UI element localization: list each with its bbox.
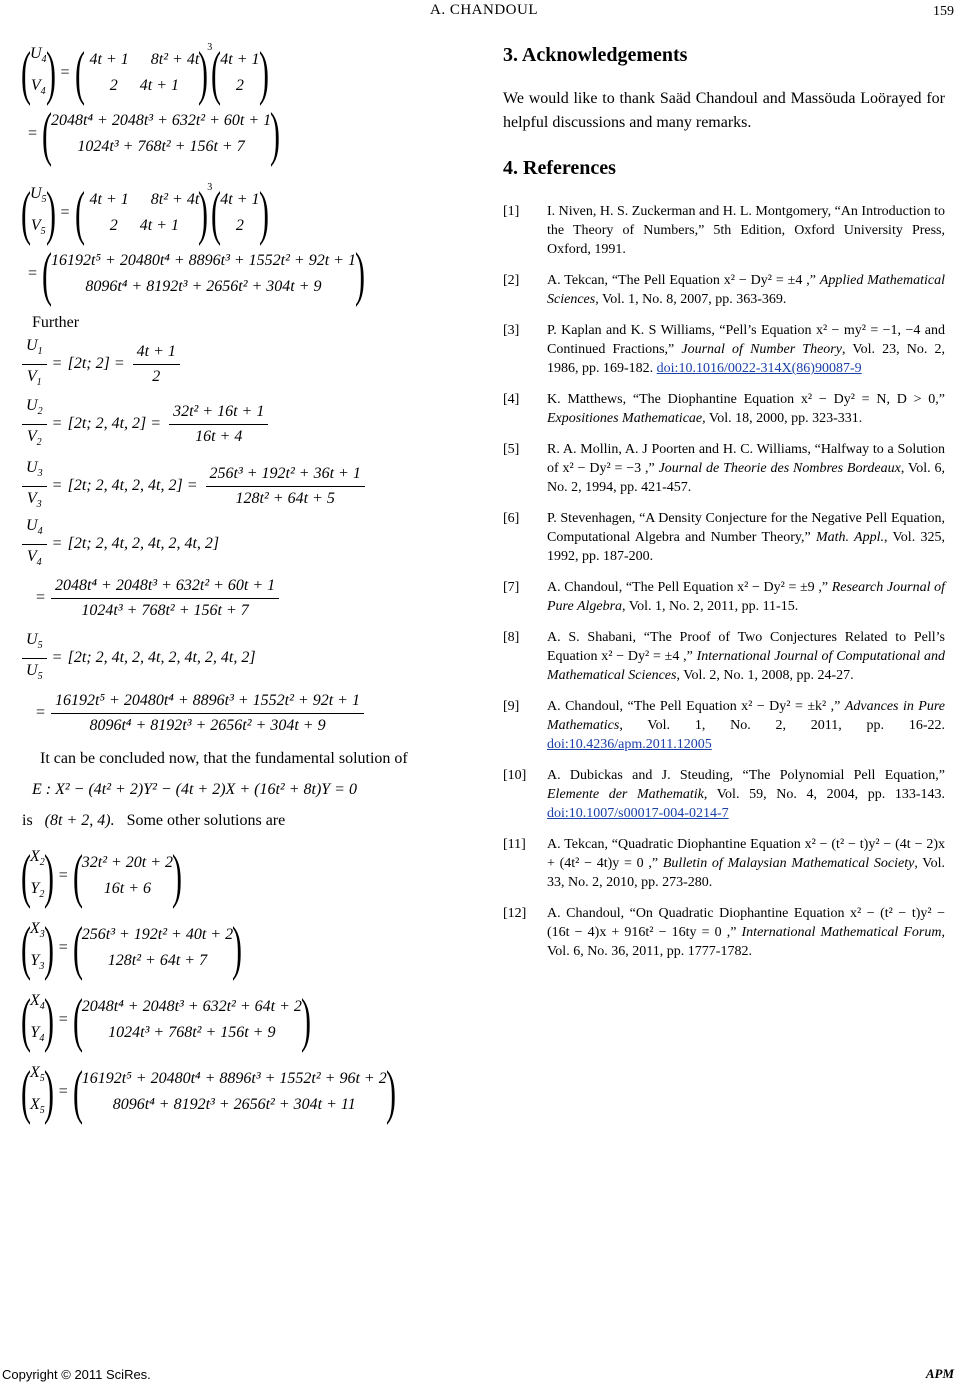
matrix-power: 3 — [207, 42, 213, 53]
result-vector: 2048t⁴ + 2048t³ + 632t² + 60t + 1 1024t³ + 768t² + 156t + 7 — [51, 112, 272, 155]
reference-text: K. Matthews, “The Diophantine Equation x² − Dy² = N, D > 0,” Expositiones Mathematicae, Vol. 18, 2000, pp. 323-331. — [547, 392, 945, 426]
reference-number: [9] — [503, 699, 520, 714]
eq-lhs-top: U — [29, 45, 42, 62]
cf-row-4: $\frac{U_4}{V_4}$ = [2t; 2, 4t, 2, 4t, 2, 4t, 2] = $\frac{\text{2048t⁴ + 2048t³ + 632t² + 60t + 1}}{\text{1024t³ + 768t² + 156t + 7}}$ — [22, 517, 466, 625]
doi-link[interactable]: doi:10.1016/0022-314X(86)90087-9 — [656, 361, 862, 376]
reference-item — [503, 271, 945, 309]
reference-item — [503, 697, 945, 754]
reference-number: [6] — [503, 511, 520, 526]
doi-link[interactable]: doi:10.4236/apm.2011.12005 — [547, 737, 712, 752]
reference-item — [503, 835, 945, 892]
reference-text: A. Chandoul, “On Quadratic Diophantine Equation x² − (t² − t)y² − (16t − 4)x + 916t² − 16ty = 0 ,” International Mathematical Forum, Vol. 6, No. 36, 2011, pp. 1777-1782. — [547, 906, 945, 959]
reference-item — [503, 440, 945, 497]
reference-item — [503, 904, 945, 961]
reference-item — [503, 578, 945, 616]
acknowledgements-heading: 3. Acknowledgements — [503, 44, 688, 66]
reference-text: R. A. Mollin, A. J Poorten and H. C. Williams, “Halfway to a Solution of x² − Dy² = −3 ,” Journal de Theorie des Nombres Bordeaux, Vol. 6, No. 2, 1994, pp. 421-457. — [547, 442, 945, 495]
solution-x4-y4: ( $X_4$ $Y_4$ ) = ( 2048t⁴ + 2048t³ + 632t² + 64t + 2 1024t³ + 768t² + 156t + 9 ) — [20, 987, 311, 1053]
right-column — [503, 38, 945, 973]
journal-abbrev: APM — [925, 1366, 954, 1381]
conclusion-text: It can be concluded now, that the fundamental solution of — [40, 750, 408, 767]
reference-number: [10] — [503, 768, 527, 783]
solution-x5-x5: ( $X_5$ $X_5$ ) = ( 16192t⁵ + 20480t⁴ + 8896t³ + 1552t² + 96t + 2 8096t⁴ + 8192t³ + 2656t² + 304t + 11 ) — [20, 1059, 396, 1125]
reference-item — [503, 202, 945, 259]
copyright-footer: Copyright © 2011 SciRes. — [2, 1367, 151, 1382]
reference-item — [503, 390, 945, 428]
reference-number: [4] — [503, 392, 520, 407]
reference-text: A. Dubickas and J. Steuding, “The Polynomial Pell Equation,” Elemente der Mathematik, Vol. 59, No. 4, 2004, pp. 133-143. doi:10.1007/s00017-004-0214-7 — [547, 768, 945, 821]
acknowledgements-text: We would like to thank Saäd Chandoul and Massöuda Loörayed for helpful discussions and many remarks. — [503, 90, 945, 131]
reference-number: [11] — [503, 837, 526, 852]
reference-text: A. S. Shabani, “The Proof of Two Conjectures Related to Pell’s Equation x² − Dy² = ±4 ,” International Journal of Computational and Mathematical Sciences, Vol. 2, No. 1, 2008, pp. 24-27. — [547, 630, 945, 683]
eq-lhs-bot: V — [30, 77, 41, 94]
reference-item — [503, 509, 945, 566]
reference-text: A. Chandoul, “The Pell Equation x² − Dy² = ±k² ,” Advances in Pure Mathematics, Vol. 1, No. 2, 2011, pp. 16-22. doi:10.4236/apm.2011.12005 — [547, 699, 945, 752]
solution-sentence: is (8t + 2, 4). Some other solutions are — [22, 812, 286, 829]
reference-item — [503, 766, 945, 823]
reference-number: [8] — [503, 630, 520, 645]
reference-number: [2] — [503, 273, 520, 288]
cf-row-2: $\frac{U_2}{V_2}$ = [2t; 2, 4t, 2] = $\frac{\text{32t² + 16t + 1}}{16t + 4}$ — [22, 393, 466, 455]
reference-text: P. Kaplan and K. S Williams, “Pell’s Equation x² − my² = −1, −4 and Continued Fractions,” Journal of Number Theory, Vol. 23, No. 2, 1986, pp. 169-182. doi:10.1016/0022-314X(86)90087-9 — [547, 323, 945, 376]
further-label: Further — [32, 314, 80, 331]
doi-link[interactable]: doi:10.1007/s00017-004-0214-7 — [547, 806, 729, 821]
references-heading: 4. References — [503, 157, 616, 179]
reference-text: A. Tekcan, “Quadratic Diophantine Equation x² − (t² − t)y² − (4t − 2)x + (4t² − 4t)y = 0 ,” Bulletin of Malaysian Mathematical Society, Vol. 33, No. 2, 2010, pp. 273-280. — [547, 837, 946, 890]
reference-text: I. Niven, H. S. Zuckerman and H. L. Montgomery, “An Introduction to the Theory of Numbers,” 5th Edition, Oxford University Press, Oxford, 1991. — [547, 204, 946, 257]
reference-number: [1] — [503, 204, 520, 219]
solution-x3-y3: ( $X_3$ $Y_3$ ) = ( 256t³ + 192t² + 40t + 2 128t² + 64t + 7 ) — [20, 915, 243, 981]
matrix: 4t + 1 8t² + 4t 2 4t + 1 — [89, 191, 200, 234]
reference-text: A. Tekcan, “The Pell Equation x² − Dy² = ±4 ,” Applied Mathematical Sciences, Vol. 1, No. 8, 2007, pp. 363-369. — [547, 273, 945, 307]
cf-row-1: $\frac{U_1}{V_1}$ = [2t; 2] = $\frac{4t + 1}{2}$ — [22, 335, 466, 393]
equation-u5-v5: ( $U_5$ $V_5$ ) = ( 4t + 1 8t² + 4t 2 4t + 1 ) 3 ( 4t + 1 2 ) = ( 16192t⁵ + 20480t⁴ + 8896t³ + 1552t² + 92t + 1 8096t⁴ + 8192t³ + 2656t² + 304t + 9 ) — [20, 180, 365, 307]
vector: 4t + 1 2 — [220, 51, 260, 94]
reference-text: A. Chandoul, “The Pell Equation x² − Dy² = ±9 ,” Research Journal of Pure Algebra, Vol. 1, No. 2, 2011, pp. 11-15. — [547, 580, 945, 614]
cf-row-3: $\frac{U_3}{V_3}$ = [2t; 2, 4t, 2, 4t, 2] = $\frac{\text{256t³ + 192t² + 36t + 1}}{\text{128t² + 64t + 5}}$ — [22, 455, 466, 517]
reference-number: [3] — [503, 323, 520, 338]
reference-number: [7] — [503, 580, 520, 595]
running-header-author: A. CHANDOUL — [430, 2, 538, 18]
left-column — [22, 38, 466, 1127]
page-number: 159 — [933, 4, 954, 19]
cf-row-5: $\frac{U_5}{U_5}$ = [2t; 2, 4t, 2, 4t, 2, 4t, 2, 4t, 2] = $\frac{\text{16192t⁵ + 20480t⁴ + 8896t³ + 1552t² + 92t + 1}}{\text{8096t⁴ + 8192t³ + 2656t² + 304t + 9}}$ — [22, 631, 466, 743]
solution-x2-y2: ( $X_2$ $Y_2$ ) = ( 32t² + 20t + 2 16t + 6 ) — [20, 843, 183, 909]
equation-u4-v4: ( $U_4$ $V_4$ ) = ( 4t + 1 8t² + 4t 2 4t + 1 ) 3 ( 4t + 1 2 ) = ( 2048t⁴ + 2048t³ + 632t² + 60t + 1 1024t³ + 768t² + 156t + 7 ) — [20, 40, 281, 167]
reference-text: P. Stevenhagen, “A Density Conjecture for the Negative Pell Equation, Computational Algebra and Number Theory,” Math. Appl., Vol. 325, 1992, pp. 187-200. — [547, 511, 945, 564]
reference-list — [503, 202, 945, 961]
reference-number: [12] — [503, 906, 527, 921]
reference-number: [5] — [503, 442, 520, 457]
matrix: 4t + 1 8t² + 4t 2 4t + 1 — [89, 51, 200, 94]
reference-item — [503, 628, 945, 685]
curve-equation: E : X² − (4t² + 2)Y² − (4t + 2)X + (16t² + 8t)Y = 0 — [32, 781, 357, 798]
reference-item — [503, 321, 945, 378]
